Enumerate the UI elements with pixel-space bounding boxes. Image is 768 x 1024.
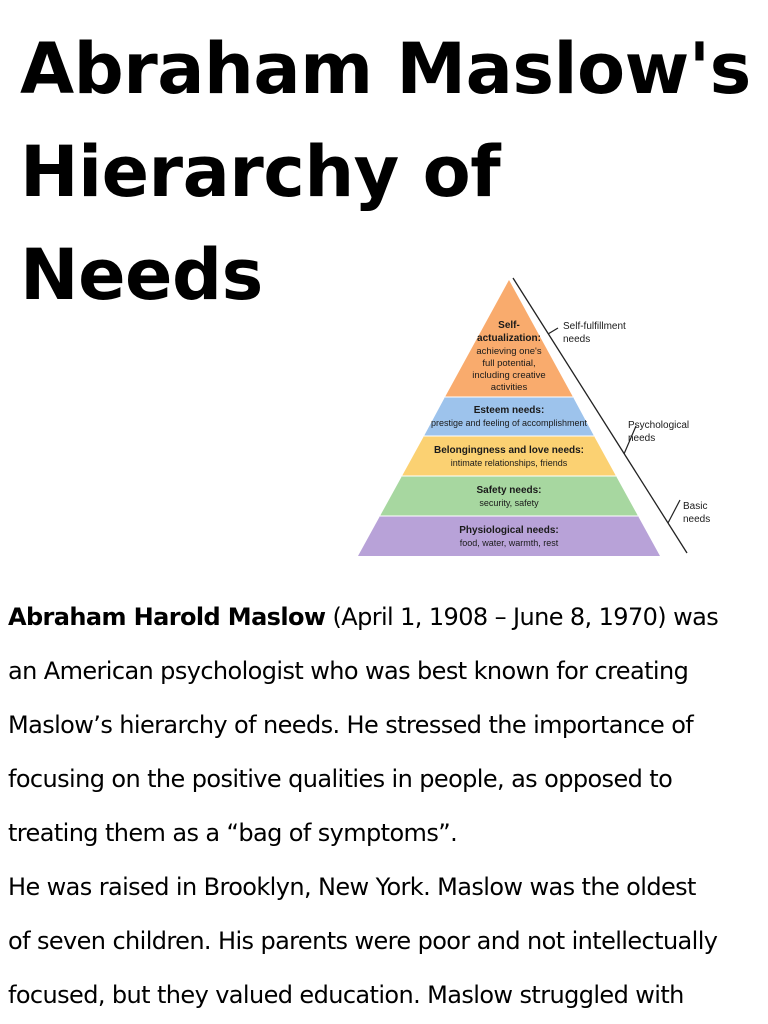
biography-text: [8, 590, 764, 1022]
group-label: needs: [628, 433, 656, 444]
tier-desc: prestige and feeling of accomplishment: [430, 418, 588, 428]
bio-line: focusing on the positive qualities in people, as opposed to: [8, 765, 673, 793]
group-label: needs: [563, 334, 591, 345]
bio-line: Maslow’s hierarchy of needs. He stressed the importance of: [8, 711, 694, 739]
bio-line: focused, but they valued education. Maslow struggled with: [8, 981, 684, 1009]
title-line: Needs: [20, 234, 263, 316]
tier-desc: achieving one's: [476, 346, 542, 357]
bio-line: [8, 590, 764, 644]
group-label: needs: [683, 514, 711, 525]
pyramid-tier-safety: [380, 476, 638, 516]
tier-desc: full potential,: [482, 358, 536, 369]
bio-line-rest: (April 1, 1908 – June 8, 1970) was: [325, 603, 719, 631]
bio-line: He was raised in Brooklyn, New York. Maslow was the oldest: [8, 873, 696, 901]
pyramid-tier-belongingness: [402, 436, 616, 476]
bio-line: treating them as a “bag of symptoms”.: [8, 819, 458, 847]
tier-name: Physiological needs:: [459, 525, 559, 536]
tier-desc: including creative: [472, 370, 546, 381]
bio-name: Abraham Harold Maslow: [8, 603, 326, 631]
tier-desc: security, safety: [479, 498, 539, 508]
tier-name: Esteem needs:: [473, 405, 545, 416]
group-label: Basic: [683, 501, 708, 512]
tier-desc: intimate relationships, friends: [450, 458, 568, 468]
group-label: Psychological: [628, 420, 690, 431]
pyramid-tier-physiological: [358, 516, 660, 556]
hierarchy-pyramid-diagram: [306, 276, 726, 560]
title-line: Hierarchy of: [20, 131, 501, 213]
tier-name: actualization:: [477, 333, 541, 344]
tier-desc: food, water, warmth, rest: [459, 538, 559, 548]
tier-name: Self-: [498, 320, 520, 331]
title-line: Abraham Maslow's: [20, 28, 751, 110]
tier-name: Safety needs:: [476, 485, 542, 496]
bio-line: an American psychologist who was best known for creating: [8, 657, 689, 685]
pyramid-tier-esteem: [424, 397, 594, 436]
bio-line: of seven children. His parents were poor and not intellectually: [8, 927, 718, 955]
tier-desc: activities: [490, 382, 528, 393]
group-label: Self-fulfillment: [563, 321, 626, 332]
tier-name: Belongingness and love needs:: [433, 445, 585, 456]
